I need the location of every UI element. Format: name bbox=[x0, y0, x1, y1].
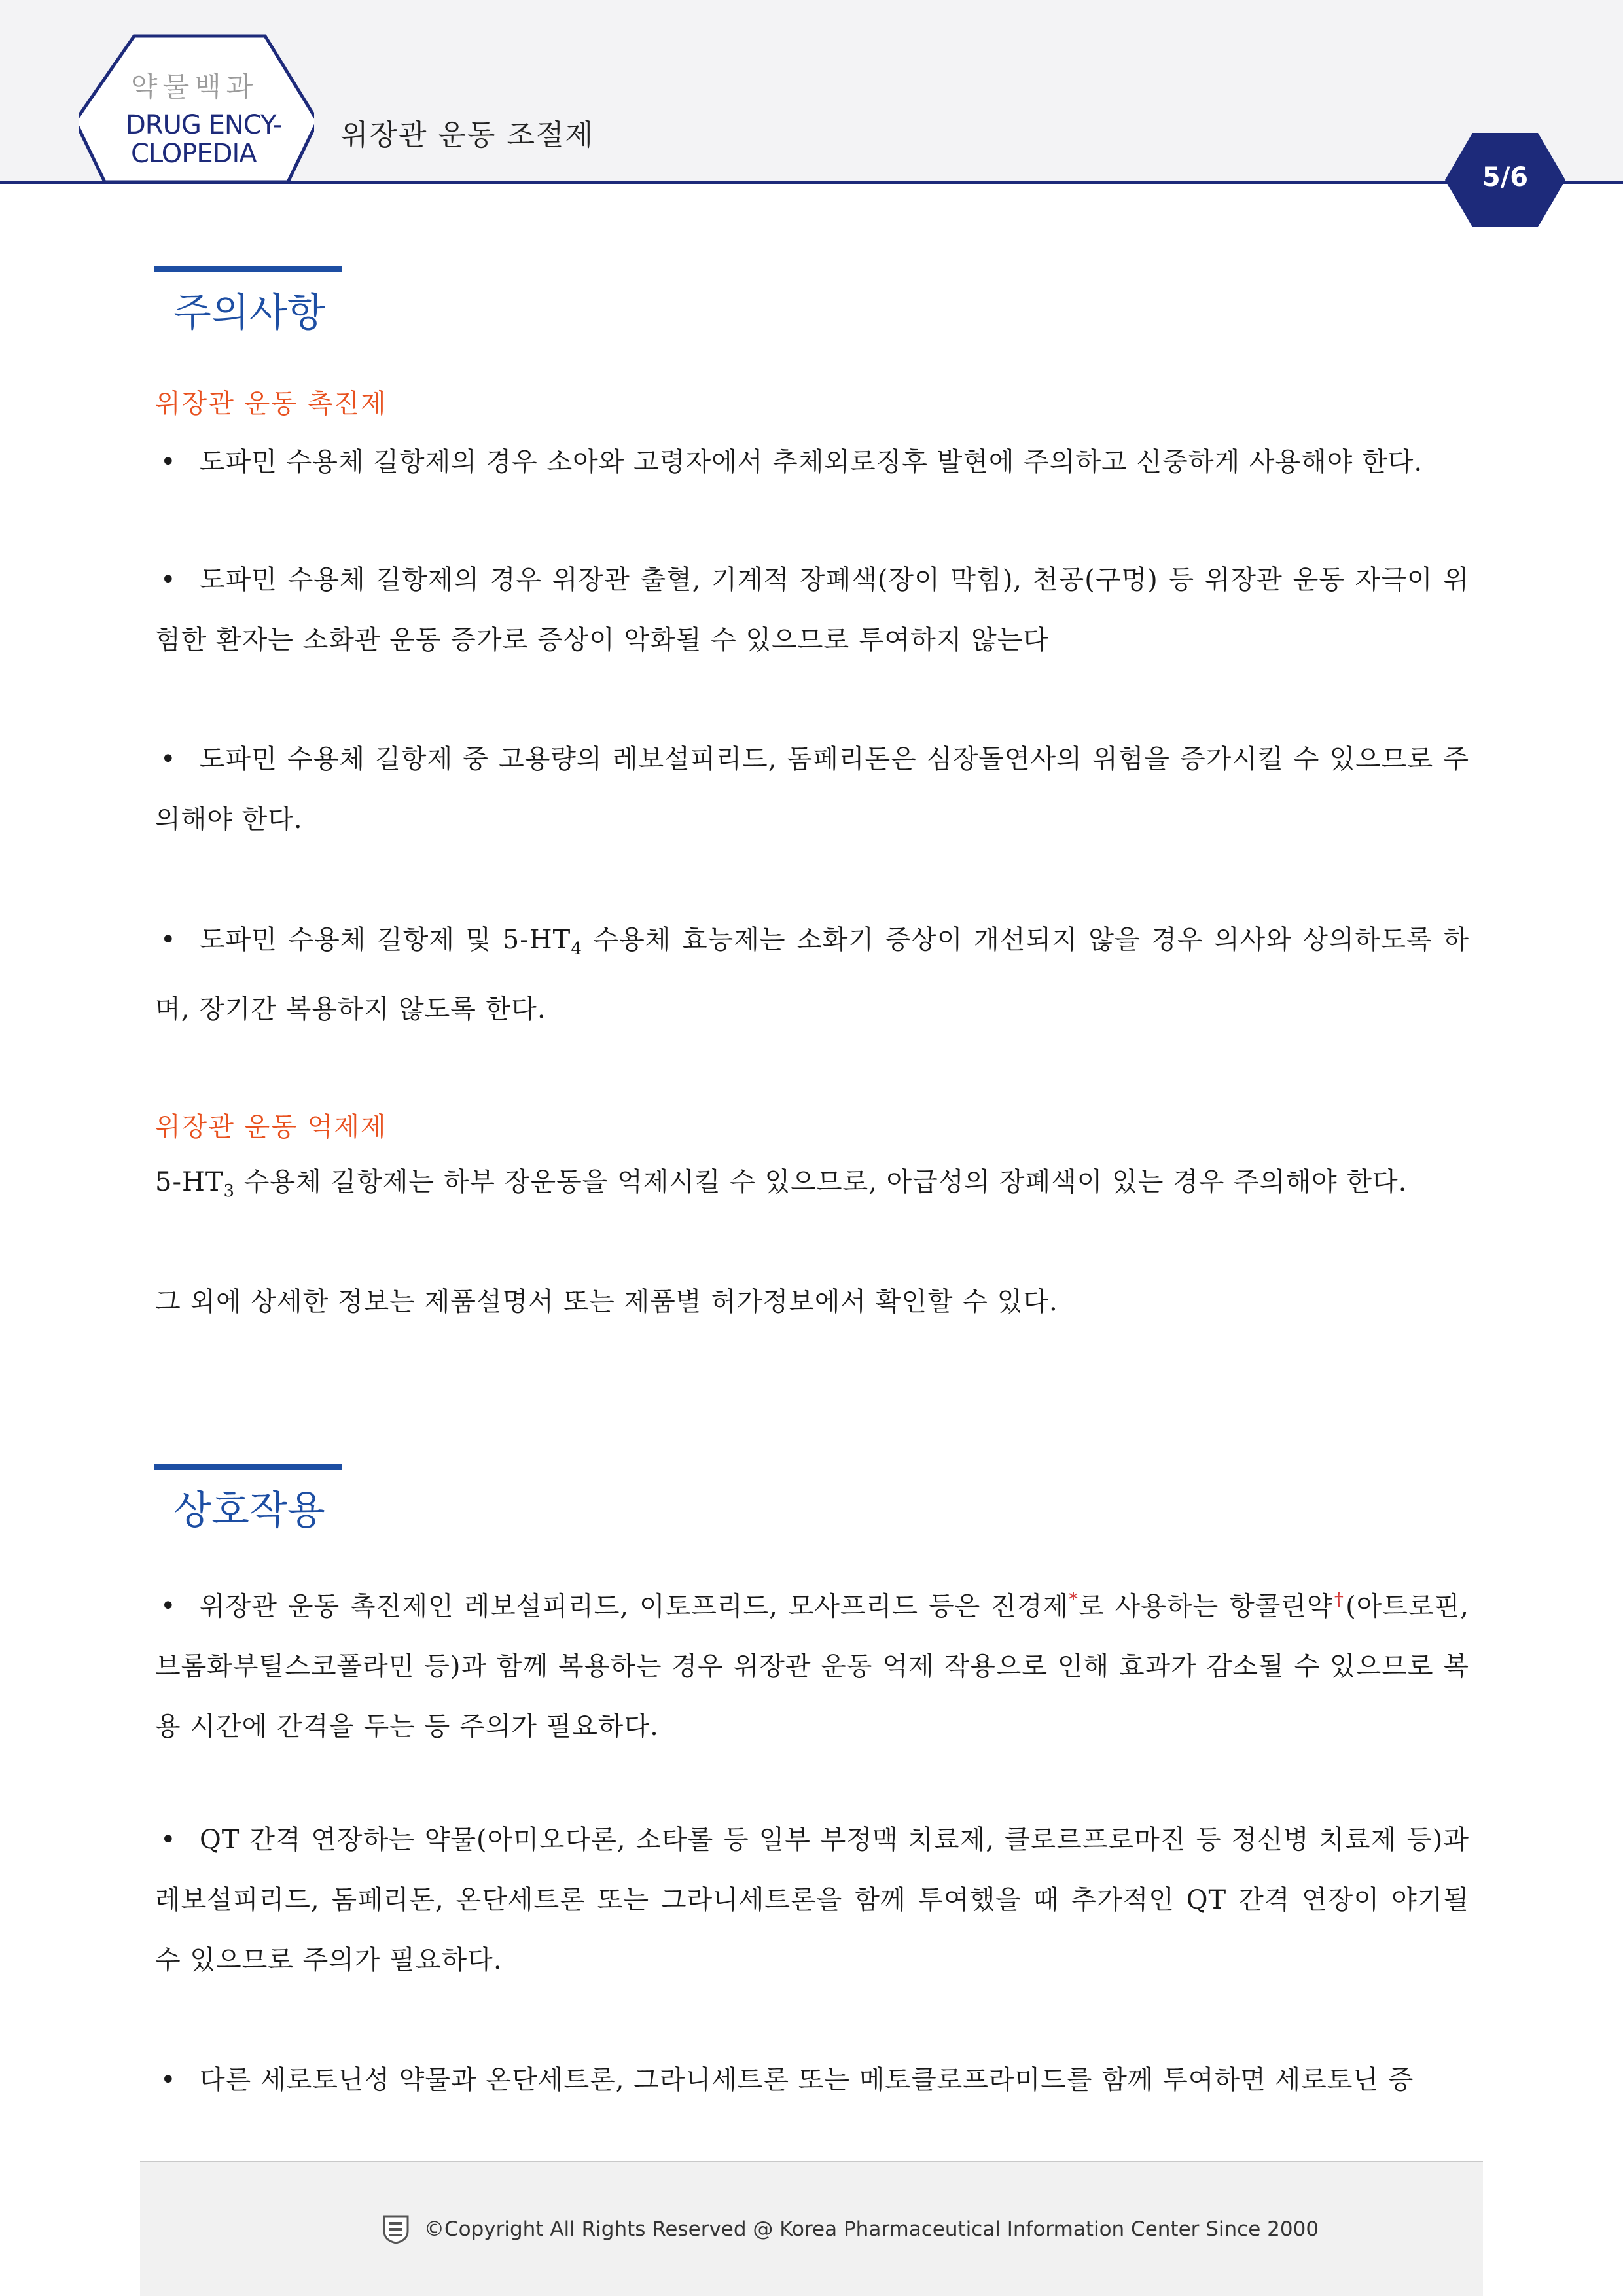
inhibitor-text: $5-HT_3$ 수용체 길항제는 하부 장운동을 억제시킬 수 있으므로, 아급성의 장폐색이 있는 경우 주의해야 한다. bbox=[155, 1167, 1408, 1201]
precaution-item-4: • 도파민 수용체 길항제 및 $5-HT_4$ 수용체 효능제는 소화기 증상이 개선되지 않을 경우 의사와 상의하도록 하며, 장기간 복용하지 않도록 한다. bbox=[155, 910, 1469, 1039]
precautions-title: 주의사항 bbox=[173, 290, 325, 336]
bullet-icon: • bbox=[160, 1825, 177, 1855]
page-indicator: 5/6 bbox=[1482, 162, 1529, 192]
bullet-icon: • bbox=[160, 2065, 177, 2095]
footnote-mark: † bbox=[1332, 1588, 1346, 1610]
bullet-icon: • bbox=[160, 1591, 177, 1622]
section-accent-bar bbox=[154, 1464, 342, 1470]
interaction-item-3: • 다른 세로토닌성 약물과 온단세트론, 그라니세트론 또는 메토클로프라미드를 함께 투여하면 세로토닌 증 bbox=[155, 2050, 1469, 2110]
closing-note: 그 외에 상세한 정보는 제품설명서 또는 제품별 허가정보에서 확인할 수 있다. bbox=[155, 1287, 1058, 1317]
prokinetic-heading: 위장관 운동 촉진제 bbox=[155, 389, 387, 419]
logo-korean-text: 약물백과 bbox=[131, 71, 259, 103]
bullet-icon: • bbox=[160, 447, 177, 477]
bullet-icon: • bbox=[160, 565, 177, 595]
logo-english-line1: DRUG ENCY- bbox=[126, 110, 282, 140]
bullet-icon: • bbox=[160, 744, 177, 774]
precaution-item-1: • 도파민 수용체 길항제의 경우 소아와 고령자에서 추체외로징후 발현에 주의하고 신중하게 사용해야 한다. bbox=[155, 432, 1469, 492]
document-title: 위장관 운동 조절제 bbox=[340, 118, 595, 152]
copyright-text: ©Copyright All Rights Reserved @ Korea Pharmaceutical Information Center Since 2000 bbox=[424, 2217, 1319, 2241]
interaction-item-1: • 위장관 운동 촉진제인 레보설피리드, 이토프리드, 모사프리드 등은 진경제*로 사용하는 항콜린약†(아트로핀, 브롬화부틸스코폴라민 등)과 함께 복용하는 경우 위장관 운동 억제 작용으로 인해 효과가 감소될 수 있으므로 복용 시간에 간격을 두는 등 주의가 필요하다. bbox=[155, 1570, 1469, 1757]
kpic-emblem-icon bbox=[382, 2214, 410, 2244]
bullet-icon: • bbox=[160, 925, 177, 955]
precaution-item-3: • 도파민 수용체 길항제 중 고용량의 레보설피리드, 돔페리돈은 심장돌연사의 위험을 증가시킬 수 있으므로 주의해야 한다. bbox=[155, 729, 1469, 850]
interaction-item-2: • QT 간격 연장하는 약물(아미오다론, 소타롤 등 일부 부정맥 치료제, 클로르프로마진 등 정신병 치료제 등)과 레보설피리드, 돔페리돈, 온단세트론 또는 그라니세트론을 함께 투여했을 때 추가적인 QT 간격 연장이 야기될 수 있으므로 주의가 필요하다. bbox=[155, 1810, 1469, 1990]
interactions-title: 상호작용 bbox=[173, 1488, 325, 1534]
logo-english-line2: CLOPEDIA bbox=[131, 139, 257, 169]
footnote-mark: * bbox=[1069, 1588, 1079, 1610]
section-accent-bar bbox=[154, 266, 342, 272]
inhibitor-heading: 위장관 운동 억제제 bbox=[155, 1112, 387, 1142]
precaution-item-2: • 도파민 수용체 길항제의 경우 위장관 출혈, 기계적 장폐색(장이 막힘), 천공(구멍) 등 위장관 운동 자극이 위험한 환자는 소화관 운동 증가로 증상이 악화될 수 있으므로 투여하지 않는다 bbox=[155, 550, 1469, 670]
